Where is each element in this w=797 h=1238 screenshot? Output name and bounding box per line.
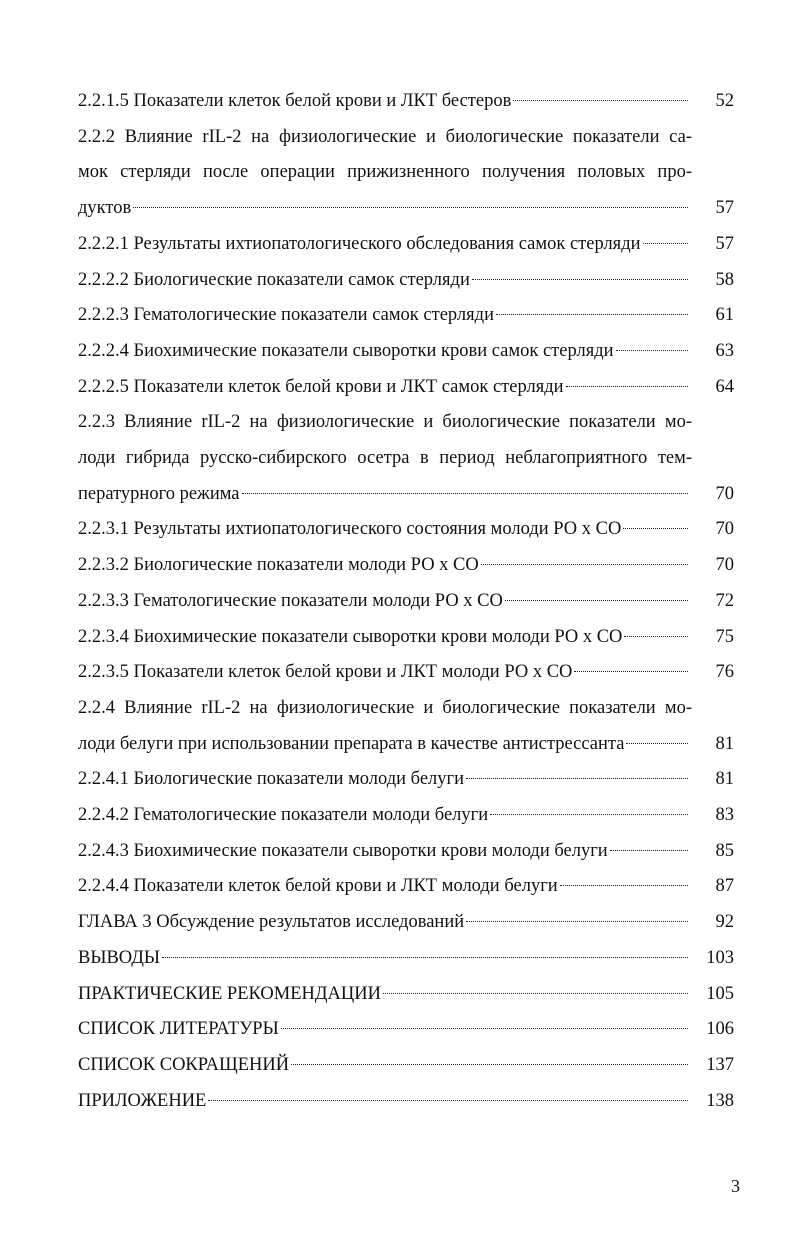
toc-entry-title: ГЛАВА 3 Обсуждение результатов исследований [78,912,465,933]
dot-leader [566,386,688,387]
toc-entry-text-line: 2.2.4 Влияние rIL-2 на физиологические и биологические показатели мо- [78,697,692,718]
dot-leader [616,350,688,351]
dot-leader [624,636,688,637]
toc-entry-text-line: мок стерляди после операции прижизненного получения половых про- [78,162,692,183]
dot-leader [162,957,688,958]
toc-entry-title: 2.2.2.3 Гематологические показатели самок стерляди [78,305,494,326]
toc-entry [78,655,734,691]
toc-entry-line [78,477,734,513]
toc-entry-title: 2.2.4.4 Показатели клеток белой крови и ЛКТ молоди белуги [78,876,558,897]
page-number: 3 [731,1176,740,1196]
dot-leader [291,1064,688,1065]
toc-entry-line [78,869,734,905]
table-of-contents [78,84,734,1119]
toc-entry-title: ПРИЛОЖЕНИЕ [78,1090,207,1111]
dot-leader [496,314,688,315]
toc-entry [78,834,734,870]
toc-entry-title: СПИСОК СОКРАЩЕНИЙ [78,1054,290,1075]
toc-page-number: 70 [715,483,734,504]
toc-entry-text-line: 2.2.2 Влияние rIL-2 на физиологические и биологические показатели са- [78,126,692,147]
dot-leader [481,564,688,565]
toc-entry [78,1048,734,1084]
toc-page-number: 92 [715,912,734,933]
toc-page-number: 103 [706,947,734,968]
dot-leader [560,885,688,886]
toc-page-number: 85 [715,840,734,861]
dot-leader [383,993,688,994]
toc-entry-line [78,762,734,798]
dot-leader [643,243,688,244]
dot-leader [490,814,688,815]
toc-page-number: 72 [715,590,734,611]
toc-page-number: 76 [715,662,734,683]
toc-entry-title: 2.2.3.3 Гематологические показатели молоди РО х СО [78,590,503,611]
toc-entry [78,1012,734,1048]
toc-entry-title: пературного режима [78,483,240,504]
toc-entry-line [78,512,734,548]
toc-entry-title: 2.2.3.2 Биологические показатели молоди РО х СО [78,555,479,576]
toc-entry-title: 2.2.3.1 Результаты ихтиопатологического состояния молоди РО х СО [78,519,622,540]
toc-entry [78,120,734,227]
toc-entry [78,905,734,941]
toc-entry-line [78,227,734,263]
toc-page-number: 81 [715,733,734,754]
dot-leader [513,100,688,101]
toc-entry-title: 2.2.1.5 Показатели клеток белой крови и ЛКТ бестеров [78,91,512,111]
toc-entry [78,977,734,1013]
toc-entry [78,227,734,263]
dot-leader [623,528,688,529]
toc-page-number: 75 [715,626,734,647]
toc-entry-line [78,84,734,120]
toc-entry-line [78,941,734,977]
toc-entry-title: 2.2.3.4 Биохимические показатели сыворотки крови молоди РО х СО [78,626,623,647]
toc-page-number: 61 [715,305,734,326]
toc-entry [78,691,734,762]
toc-entry-line [78,834,734,870]
toc-page-number: 52 [715,91,734,111]
toc-entry [78,1084,734,1120]
toc-entry-title: СПИСОК ЛИТЕРАТУРЫ [78,1019,279,1040]
toc-page-number: 106 [706,1019,734,1040]
toc-entry-line [78,655,734,691]
toc-entry-title: 2.2.4.3 Биохимические показатели сыворотки крови молоди белуги [78,840,608,861]
toc-entry-title: 2.2.2.1 Результаты ихтиопатологического обследования самок стерляди [78,233,641,254]
toc-page-number: 87 [715,876,734,897]
toc-entry-title: 2.2.2.2 Биологические показатели самок стерляди [78,269,470,290]
dot-leader [505,600,688,601]
toc-entry-line [78,727,734,763]
toc-entry [78,334,734,370]
dot-leader [281,1028,688,1029]
toc-entry [78,298,734,334]
toc-entry-line [78,1048,734,1084]
dot-leader [574,671,688,672]
toc-entry [78,370,734,406]
dot-leader [610,850,688,851]
dot-leader [626,743,688,744]
toc-entry [78,798,734,834]
toc-entry-line [78,548,734,584]
toc-entry [78,84,734,120]
toc-entry [78,584,734,620]
toc-page-number: 137 [706,1054,734,1075]
toc-page-number: 63 [715,340,734,361]
toc-entry-title: 2.2.3.5 Показатели клеток белой крови и ЛКТ молоди РО х СО [78,662,573,683]
dot-leader [466,921,688,922]
toc-entry-line [78,977,734,1013]
toc-entry [78,405,734,512]
toc-entry-title: 2.2.4.1 Биологические показатели молоди белуги [78,769,465,790]
toc-entry-line [78,334,734,370]
toc-entry-text-line: 2.2.3 Влияние rIL-2 на физиологические и биологические показатели мо- [78,412,692,433]
toc-page-number: 70 [715,519,734,540]
dot-leader [242,493,688,494]
toc-entry [78,762,734,798]
toc-page-number: 57 [715,233,734,254]
toc-entry-title: 2.2.2.4 Биохимические показатели сыворотки крови самок стерляди [78,340,614,361]
toc-page-number: 70 [715,555,734,576]
toc-entry [78,869,734,905]
toc-page-number: 83 [715,805,734,826]
toc-entry [78,548,734,584]
dot-leader [466,778,688,779]
toc-entry-line [78,370,734,406]
toc-entry-line [78,1084,734,1120]
toc-entry-title: ВЫВОДЫ [78,947,161,968]
toc-entry-line [78,263,734,299]
toc-entry-line [78,905,734,941]
toc-entry-title: 2.2.2.5 Показатели клеток белой крови и ЛКТ самок стерляди [78,376,564,397]
toc-entry-title: ПРАКТИЧЕСКИЕ РЕКОМЕНДАЦИИ [78,983,381,1004]
toc-page-number: 64 [715,376,734,397]
toc-entry-line [78,1012,734,1048]
dot-leader [208,1100,688,1101]
toc-entry-title: дуктов [78,198,132,219]
toc-entry-title: лоди белуги при использовании препарата в качестве антистрессанта [78,733,625,754]
toc-entry-line [78,584,734,620]
toc-entry-line [78,298,734,334]
toc-page-number: 57 [715,198,734,219]
toc-page-number: 81 [715,769,734,790]
toc-entry [78,512,734,548]
toc-entry-text-line: лоди гибрида русско-сибирского осетра в период неблагоприятного тем- [78,448,692,469]
toc-page-number: 58 [715,269,734,290]
toc-entry [78,263,734,299]
toc-entry-line [78,620,734,656]
toc-entry [78,941,734,977]
toc-page-number: 138 [706,1090,734,1111]
toc-entry-line [78,191,734,227]
dot-leader [133,207,688,208]
toc-entry [78,620,734,656]
toc-page-number: 105 [706,983,734,1004]
toc-entry-title: 2.2.4.2 Гематологические показатели молоди белуги [78,805,489,826]
dot-leader [472,279,688,280]
toc-entry-line [78,798,734,834]
